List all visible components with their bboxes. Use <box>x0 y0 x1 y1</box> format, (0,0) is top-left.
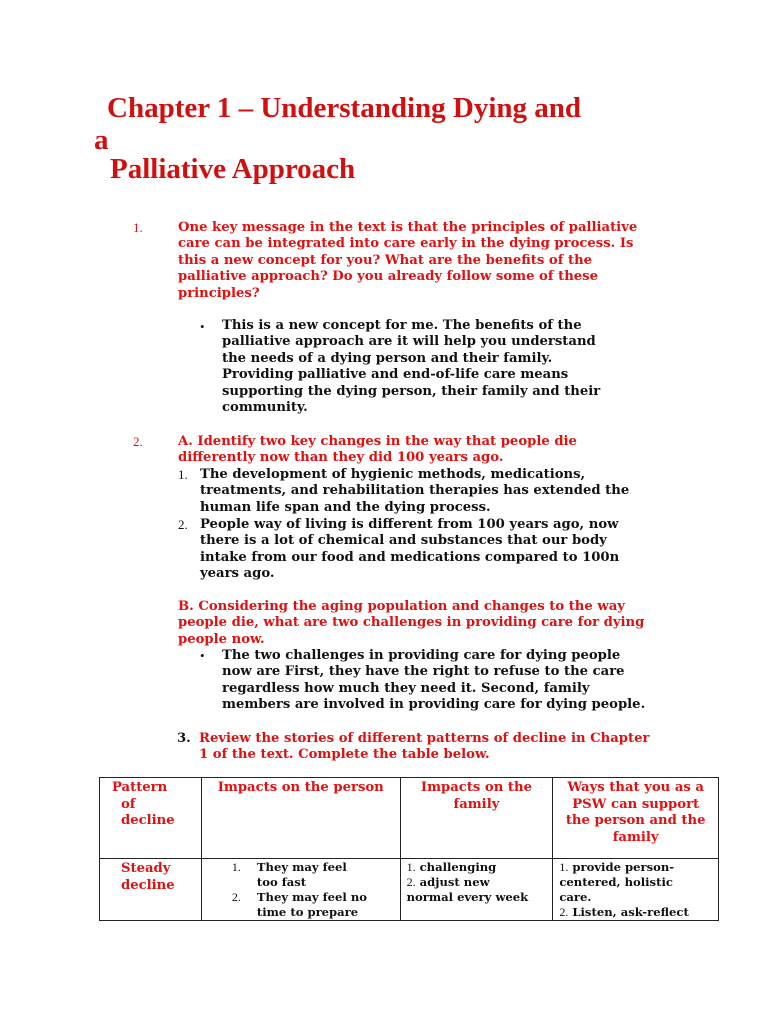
question-2b-text: B. Considering the aging population and changes to the way people die, what are two challenges in providing care for dying people now. <box>178 599 645 647</box>
answer-2a-1: The development of hygienic methods, medications, treatments, and rehabilitation therapies has extended the human life span and the dying process. <box>200 467 630 515</box>
chapter-title: Chapter 1 – Understanding Dying and <box>107 92 582 124</box>
bullet-icon: • <box>200 648 205 663</box>
chapter-subtitle: Palliative Approach <box>110 153 356 185</box>
question-3-text: Review the stories of different patterns of decline in Chapter 1 of the text. Complete the table below. <box>199 731 650 763</box>
person-impacts-cell: 1. They may feel too fast 2. They may feel no time to prepare <box>201 859 400 921</box>
header-psw-support: Ways that you as a PSW can support the person and the family <box>553 778 719 859</box>
question-1-number: 1. <box>133 220 143 235</box>
chapter-title-wrap: a <box>94 124 109 156</box>
answer-2a-1-number: 1. <box>178 467 188 482</box>
answer-2a-2-number: 2. <box>178 517 188 532</box>
header-impacts-family: Impacts on the family <box>400 778 553 859</box>
question-2b-answer: The two challenges in providing care for dying people now are First, they have the right to refuse to the care regardless how much they need it. Second, family members are involved in providing care for dying people. <box>222 648 646 713</box>
psw-support-cell: 1. provide person- centered, holistic care. 2. Listen, ask-reflect <box>553 859 719 921</box>
family-impacts-cell: 1. challenging 2. adjust new normal every week <box>400 859 553 921</box>
table-row <box>100 859 719 921</box>
question-2-number: 2. <box>133 434 143 449</box>
answer-2a-2: People way of living is different from 100 years ago, now there is a lot of chemical and substances that our body intake from our food and medications compared to 100n years ago. <box>200 517 620 582</box>
question-2a-text: A. Identify two key changes in the way that people die differently now than they did 100 years ago. <box>178 434 577 466</box>
header-impacts-person: Impacts on the person <box>201 778 400 859</box>
question-3-number: 3. <box>177 731 191 746</box>
table-header-row <box>100 778 719 859</box>
question-1-answer: This is a new concept for me. The benefits of the palliative approach are it will help you understand the needs of a dying person and their family. Providing palliative and end-of-life care means supporting the dying person, their family and their community. <box>222 318 601 416</box>
pattern-steady-decline: Steady decline <box>100 859 202 921</box>
header-pattern-of-decline: Pattern of decline <box>100 778 202 859</box>
question-1-text: One key message in the text is that the principles of palliative care can be integrated into care early in the dying process. Is this a new concept for you? What are the benefits of the palliative approach? Do you already follow some of these principles? <box>178 220 638 301</box>
bullet-icon: • <box>200 319 205 334</box>
decline-patterns-table <box>99 777 719 921</box>
